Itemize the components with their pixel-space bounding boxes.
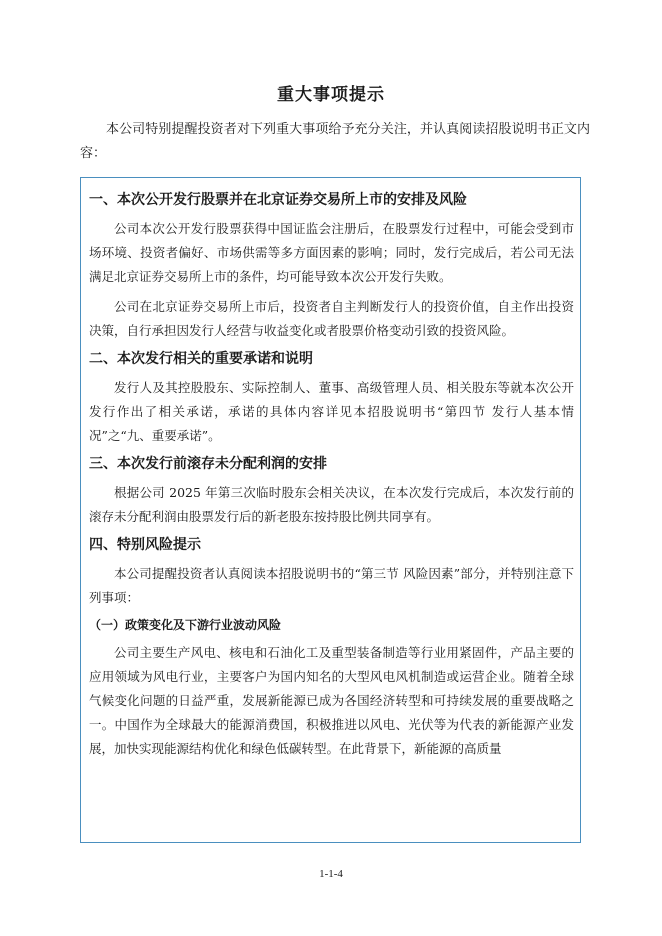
section-heading-3: 三、本次发行前滚存未分配利润的安排 (89, 456, 327, 472)
subsection-paragraph-1: 公司主要生产风电、核电和石油化工及重型装备制造等行业用紧固件，产品主要的应用领域为风电行业，主要客户为国内知名的大型风电风机制造或运营企业。随着全球气候变化问题的日益严重，发展新能源已成为各国经济转型和可持续发展的重要战略之一。中国作为全球最大的能源消费国，积极推进以风电、光伏等为代表的新能源产业发展，加快实现能源结构优化和绿色低碳转型。在此背景下，新能源的高质量 (89, 645, 574, 756)
page-title: 重大事项提示 (277, 85, 385, 105)
section-1-paragraph-1: 公司本次公开发行股票获得中国证监会注册后，在股票发行过程中，可能会受到市场环境、投资者偏好、市场供需等多方面因素的影响；同时，发行完成后，若公司无法满足北京证券交易所上市的条件，均可能导致本次公开发行失败。 (89, 221, 574, 284)
section-4-paragraph-1: 本公司提醒投资者认真阅读本招股说明书的“第三节 风险因素”部分，并特别注意下列事项： (89, 566, 574, 605)
section-3-paragraph-1: 根据公司 2025 年第三次临时股东会相关决议，在本次发行完成后，本次发行前的滚存未分配利润由股票发行后的新老股东按持股比例共同享有。 (89, 485, 574, 524)
content-box (80, 177, 581, 843)
intro-paragraph: 本公司特别提醒投资者对下列重大事项给予充分关注，并认真阅读招股说明书正文内容： (80, 122, 590, 161)
section-1-paragraph-2: 公司在北京证券交易所上市后，投资者自主判断发行人的投资价值，自主作出投资决策，自行承担因发行人经营与收益变化或者股票价格变动引致的投资风险。 (89, 299, 574, 338)
section-heading-4: 四、特别风险提示 (89, 537, 201, 553)
subsection-heading: （一）政策变化及下游行业波动风险 (89, 618, 282, 632)
section-heading-2: 二、本次发行相关的重要承诺和说明 (89, 351, 313, 367)
section-heading-1: 一、本次公开发行股票并在北京证券交易所上市的安排及风险 (89, 192, 467, 208)
section-2-paragraph-1: 发行人及其控股股东、实际控制人、董事、高级管理人员、相关股东等就本次公开发行作出了相关承诺，承诺的具体内容详见本招股说明书“第四节 发行人基本情况”之“九、重要承诺”。 (89, 380, 574, 443)
page-number: 1-1-4 (319, 868, 343, 880)
